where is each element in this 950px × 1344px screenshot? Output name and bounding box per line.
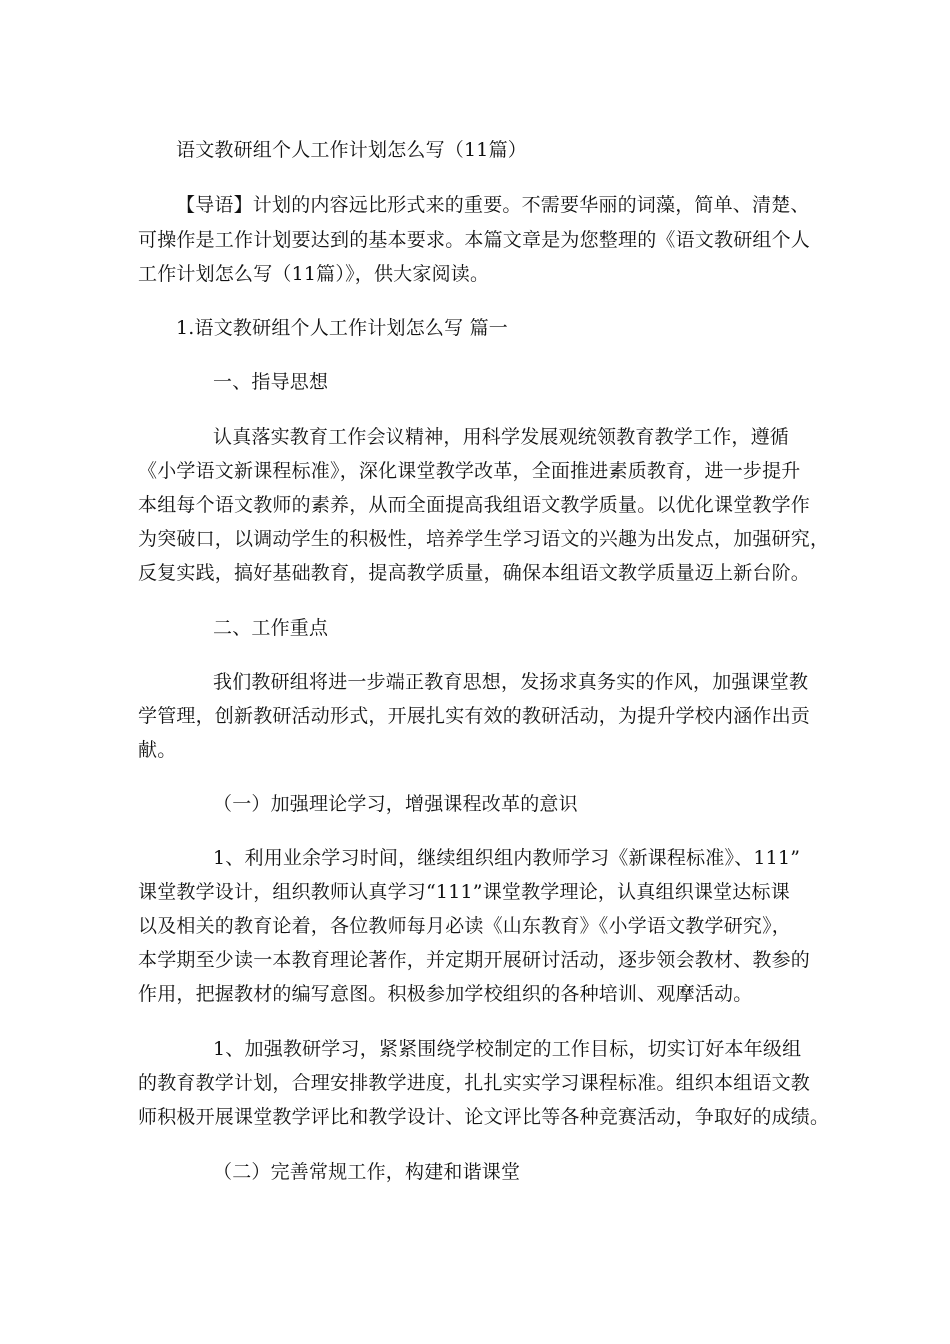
paragraph-line: 课堂教学设计，组织教师认真学习“111”课堂教学理论，认真组织课堂达标课 — [138, 881, 790, 903]
paragraph-line: 我们教研组将进一步端正教育思想，发扬求真务实的作风，加强课堂教 — [213, 671, 809, 693]
subheading-routine-work: （二）完善常规工作，构建和谐课堂 — [213, 1161, 521, 1183]
paragraph-line: 的教育教学计划，合理安排教学进度，扎扎实实学习课程标准。组织本组语文教 — [138, 1072, 811, 1094]
paragraph-line: 反复实践，搞好基础教育，提高教学质量，确保本组语文教学质量迈上新台阶。 — [138, 562, 811, 584]
document-title: 语文教研组个人工作计划怎么写（11篇） — [176, 139, 527, 161]
paragraph-line: 以及相关的教育论着，各位教师每月必读《山东教育》《小学语文教学研究》， — [138, 915, 792, 937]
paragraph-line: 为突破口，以调动学生的积极性，培养学生学习语文的兴趣为出发点，加强研究， — [138, 528, 830, 550]
intro-line: 【导语】计划的内容远比形式来的重要。不需要华丽的词藻，简单、清楚、 — [176, 194, 810, 216]
paragraph-line: 认真落实教育工作会议精神，用科学发展观统领教育教学工作，遵循 — [213, 426, 790, 448]
paragraph-line: 献。 — [138, 739, 177, 761]
intro-line: 可操作是工作计划要达到的基本要求。本篇文章是为您整理的《语文教研组个人 — [138, 229, 811, 251]
subheading-theory-study: （一）加强理论学习，增强课程改革的意识 — [213, 793, 578, 815]
intro-line: 工作计划怎么写（11篇）》，供大家阅读。 — [138, 263, 490, 285]
heading-guiding-thought: 一、指导思想 — [213, 371, 329, 393]
section-heading: 1.语文教研组个人工作计划怎么写 篇一 — [176, 317, 508, 339]
paragraph-line: 本组每个语文教师的素养，从而全面提高我组语文教学质量。以优化课堂教学作 — [138, 494, 811, 516]
heading-work-focus: 二、工作重点 — [213, 617, 329, 639]
paragraph-line: 1、利用业余学习时间，继续组织组内教师学习《新课程标准》、111” — [213, 847, 801, 869]
paragraph-line: 师积极开展课堂教学评比和教学设计、论文评比等各种竞赛活动，争取好的成绩。 — [138, 1106, 830, 1128]
paragraph-line: 《小学语文新课程标准》，深化课堂教学改革，全面推进素质教育，进一步提升 — [138, 460, 801, 482]
paragraph-line: 1、加强教研学习，紧紧围绕学校制定的工作目标，切实订好本年级组 — [213, 1038, 802, 1060]
paragraph-line: 学管理，创新教研活动形式，开展扎实有效的教研活动，为提升学校内涵作出贡 — [138, 705, 811, 727]
paragraph-line: 作用，把握教材的编写意图。积极参加学校组织的各种培训、观摩活动。 — [138, 983, 753, 1005]
paragraph-line: 本学期至少读一本教育理论著作，并定期开展研讨活动，逐步领会教材、教参的 — [138, 949, 811, 971]
